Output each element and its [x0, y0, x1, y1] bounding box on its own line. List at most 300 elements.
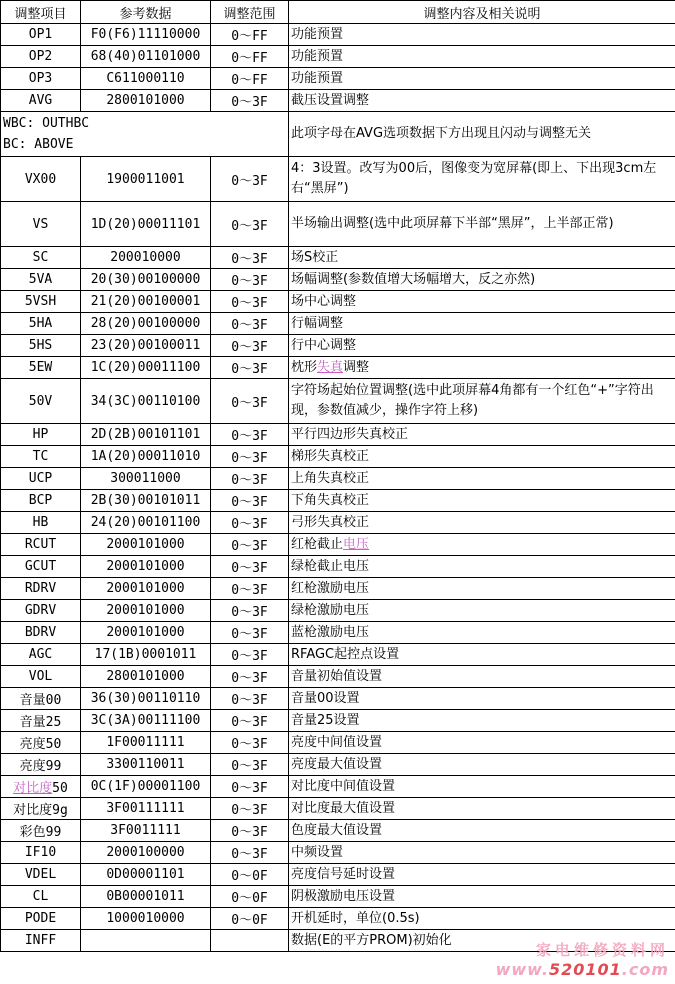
- cell-text: 0～3F: [231, 649, 268, 664]
- cell-text: 截压设置调整: [291, 92, 370, 108]
- range-cell: [211, 247, 289, 269]
- cell-text: INFF: [24, 933, 57, 948]
- item-cell: [1, 313, 81, 335]
- cell-text: 0～0F: [231, 869, 268, 884]
- range-cell: [211, 556, 289, 578]
- cell-text: 200010000: [110, 250, 181, 265]
- table-row: [1, 710, 675, 732]
- cell-text: 绿枪激励电压: [291, 602, 370, 618]
- item-cell: [1, 776, 81, 798]
- item-cell: [1, 247, 81, 269]
- cell-text: 4：3设置。改写为00后，图像变为宽屏幕(即上、下出现3cm左右“黑屏”): [291, 161, 657, 196]
- table-header: [1, 1, 675, 24]
- data-cell: [81, 666, 211, 688]
- cell-text: 0～0F: [231, 913, 268, 928]
- table-row: [1, 908, 675, 930]
- table-row: [1, 313, 675, 335]
- description-cell: [289, 886, 675, 908]
- table-row: [1, 512, 675, 534]
- range-cell: [211, 644, 289, 666]
- data-cell: [81, 490, 211, 512]
- cell-text: 行幅调整: [291, 315, 344, 331]
- data-cell: [81, 157, 211, 202]
- description-cell: [289, 202, 675, 247]
- range-cell: [211, 688, 289, 710]
- cell-text: 0～3F: [231, 318, 268, 333]
- cell-text: 半场输出调整(选中此项屏幕下半部“黑屏”，上半部正常): [291, 216, 614, 231]
- cell-text: 50V: [28, 393, 53, 409]
- table-row: [1, 622, 675, 644]
- range-cell: [211, 379, 289, 424]
- range-cell: [211, 930, 289, 952]
- cell-text: 2D(2B)00101101: [90, 427, 201, 442]
- table-row: [1, 644, 675, 666]
- table-row: [1, 820, 675, 842]
- range-cell: [211, 842, 289, 864]
- item-cell: [1, 24, 81, 46]
- table-row: [1, 600, 675, 622]
- data-cell: [81, 534, 211, 556]
- cell-text: 亮度中间值设置: [291, 734, 383, 750]
- item-cell: [1, 908, 81, 930]
- description-cell: [289, 622, 675, 644]
- merged-item-line: BC: ABOVE: [3, 137, 74, 152]
- range-cell: [211, 291, 289, 313]
- range-cell: [211, 820, 289, 842]
- cell-text: 0～3F: [231, 539, 268, 554]
- cell-text: 0～0F: [231, 891, 268, 906]
- cell-text: 场幅调整(参数值增大场幅增大，反之亦然): [291, 271, 536, 287]
- range-cell: [211, 90, 289, 112]
- cell-text: HP: [32, 427, 49, 442]
- item-cell: [1, 622, 81, 644]
- data-cell: [81, 644, 211, 666]
- data-cell: [81, 688, 211, 710]
- item-cell: [1, 534, 81, 556]
- cell-text: RDRV: [24, 581, 57, 596]
- range-cell: [211, 424, 289, 446]
- table-row: [1, 930, 675, 952]
- range-cell: [211, 512, 289, 534]
- data-cell: [81, 864, 211, 886]
- cell-text: 亮度99: [19, 759, 62, 774]
- cell-text: 0～3F: [231, 429, 268, 444]
- cell-text: RCUT: [24, 537, 57, 552]
- cell-text: 0～3F: [231, 395, 268, 411]
- cell-text: BCP: [28, 493, 53, 508]
- cell-text: 对比度中间值设置: [291, 778, 396, 794]
- data-cell: [81, 68, 211, 90]
- watermark-url: [496, 960, 669, 980]
- cell-text: CL: [32, 889, 49, 904]
- watermark-url-prefix: www.: [495, 959, 549, 979]
- data-cell: [81, 710, 211, 732]
- table-body: [1, 24, 675, 952]
- cell-text: 字符场起始位置调整(选中此项屏幕4角都有一个红色“+”字符出现，参数值减少，操作字符上移): [291, 383, 654, 418]
- cell-text: 0～3F: [231, 218, 268, 234]
- cell-text: 音量00: [19, 693, 62, 708]
- cell-text: 数据(E的平方PROM)初始化: [291, 932, 452, 948]
- description-cell: [289, 666, 675, 688]
- cell-text: 1F00011111: [106, 735, 185, 750]
- cell-text: 5HS: [28, 338, 53, 353]
- range-cell: [211, 313, 289, 335]
- table-row: [1, 202, 675, 247]
- range-cell: [211, 710, 289, 732]
- description-cell: [289, 379, 675, 424]
- description-cell: [289, 335, 675, 357]
- data-cell: [81, 269, 211, 291]
- range-cell: [211, 754, 289, 776]
- cell-text: 50: [52, 781, 68, 796]
- table-row: [1, 754, 675, 776]
- range-cell: [211, 68, 289, 90]
- cell-text: F0(F6)11110000: [90, 27, 201, 42]
- range-cell: [211, 578, 289, 600]
- table-row: [1, 112, 675, 157]
- cell-text: 0～3F: [231, 95, 268, 110]
- item-cell: [1, 600, 81, 622]
- cell-text: 0～3F: [231, 274, 268, 289]
- data-cell: [81, 335, 211, 357]
- cell-text: 0～3F: [231, 847, 268, 862]
- description-cell: [289, 556, 675, 578]
- cell-text: 1C(20)00011100: [90, 360, 201, 375]
- table-row: [1, 68, 675, 90]
- range-cell: [211, 732, 289, 754]
- item-cell: [1, 556, 81, 578]
- cell-text: PODE: [24, 911, 57, 926]
- table-row: [1, 886, 675, 908]
- text-link[interactable]: 失真: [317, 359, 344, 375]
- data-cell: [81, 732, 211, 754]
- data-cell: [81, 886, 211, 908]
- cell-text: SC: [32, 250, 49, 265]
- cell-text: 蓝枪激励电压: [291, 624, 370, 640]
- data-cell: [81, 578, 211, 600]
- cell-text: 0～3F: [231, 671, 268, 686]
- range-cell: [211, 886, 289, 908]
- data-cell: [81, 424, 211, 446]
- cell-text: 0～3F: [231, 825, 268, 840]
- watermark-url-number: 520101: [548, 959, 622, 979]
- item-cell: [1, 202, 81, 247]
- cell-text: 音量25: [19, 715, 62, 730]
- cell-text: UCP: [28, 471, 53, 486]
- cell-text: 此项字母在AVG选项数据下方出现且闪动与调整无关: [291, 126, 592, 141]
- cell-text: AGC: [28, 647, 53, 662]
- range-cell: [211, 335, 289, 357]
- item-cell: [1, 490, 81, 512]
- cell-text: 0～3F: [231, 737, 268, 752]
- item-cell: [1, 820, 81, 842]
- cell-text: 0C(1F)00001100: [90, 779, 201, 794]
- table-row: [1, 424, 675, 446]
- cell-text: 2000101000: [106, 625, 185, 640]
- description-cell: [289, 357, 675, 379]
- cell-text: 功能预置: [291, 70, 344, 86]
- cell-text: 音量00设置: [291, 690, 360, 706]
- item-cell: [1, 291, 81, 313]
- cell-text: 0～3F: [231, 473, 268, 488]
- description-cell: [289, 710, 675, 732]
- cell-text: 3F00111111: [106, 801, 185, 816]
- cell-text: 2800101000: [106, 669, 185, 684]
- cell-text: 0～3F: [231, 627, 268, 642]
- table-row: [1, 776, 675, 798]
- cell-text: 0～3F: [231, 781, 268, 796]
- data-cell: [81, 468, 211, 490]
- description-cell: [289, 424, 675, 446]
- cell-text: 34(3C)00110100: [90, 393, 201, 409]
- cell-text: OP1: [28, 27, 53, 42]
- cell-text: 功能预置: [291, 26, 344, 42]
- range-cell: [211, 269, 289, 291]
- cell-text: OP3: [28, 71, 53, 86]
- description-cell: [289, 468, 675, 490]
- cell-text: 亮度50: [19, 737, 62, 752]
- table-row: [1, 335, 675, 357]
- range-cell: [211, 490, 289, 512]
- data-cell: [81, 24, 211, 46]
- data-cell: [81, 46, 211, 68]
- description-cell: [289, 688, 675, 710]
- data-cell: [81, 291, 211, 313]
- text-link[interactable]: 电压: [343, 536, 370, 552]
- cell-text: 亮度信号延时设置: [291, 866, 396, 882]
- cell-text: 对比度最大值设置: [291, 800, 396, 816]
- cell-text: 0～3F: [231, 693, 268, 708]
- cell-text: 梯形失真校正: [291, 448, 370, 464]
- range-cell: [211, 798, 289, 820]
- item-cell: [1, 798, 81, 820]
- data-cell: [81, 600, 211, 622]
- cell-text: 1D(20)00011101: [90, 216, 201, 232]
- description-cell: [289, 776, 675, 798]
- range-cell: [211, 622, 289, 644]
- cell-text: HB: [32, 515, 49, 530]
- cell-text: BDRV: [24, 625, 57, 640]
- range-cell: [211, 908, 289, 930]
- data-cell: [81, 90, 211, 112]
- cell-text: 2000101000: [106, 537, 185, 552]
- cell-text: 3C(3A)00111100: [90, 713, 201, 728]
- data-cell: [81, 202, 211, 247]
- description-cell: [289, 600, 675, 622]
- cell-text: 亮度最大值设置: [291, 756, 383, 772]
- table-row: [1, 688, 675, 710]
- cell-text: 0～3F: [231, 803, 268, 818]
- item-cell: [1, 644, 81, 666]
- item-cell: [1, 269, 81, 291]
- data-cell: [81, 556, 211, 578]
- cell-text: GCUT: [24, 559, 57, 574]
- text-link[interactable]: 对比度: [13, 781, 53, 796]
- cell-text: 对比度9g: [13, 803, 68, 818]
- cell-text: 0～3F: [231, 583, 268, 598]
- item-cell: [1, 710, 81, 732]
- cell-text: VX00: [24, 171, 57, 187]
- range-cell: [211, 157, 289, 202]
- item-cell: [1, 864, 81, 886]
- item-cell: [1, 468, 81, 490]
- cell-text: 2000101000: [106, 581, 185, 596]
- watermark-url-suffix: .com: [621, 959, 669, 979]
- cell-text: 5HA: [28, 316, 53, 331]
- cell-text: 红枪激励电压: [291, 580, 370, 596]
- cell-text: 0～3F: [231, 362, 268, 377]
- item-cell: [1, 335, 81, 357]
- data-cell: [81, 820, 211, 842]
- cell-text: 色度最大值设置: [291, 822, 383, 838]
- cell-text: 上角失真校正: [291, 470, 370, 486]
- cell-text: 0～3F: [231, 252, 268, 267]
- cell-text: 0～3F: [231, 605, 268, 620]
- table-row: [1, 379, 675, 424]
- cell-text: 21(20)00100001: [90, 294, 201, 309]
- cell-text: 平行四边形失真校正: [291, 426, 409, 442]
- cell-text: 36(30)00110110: [90, 691, 201, 706]
- cell-text: 2000101000: [106, 559, 185, 574]
- col-header-data: 参考数据: [81, 1, 211, 24]
- table-row: [1, 490, 675, 512]
- cell-text: 0～3F: [231, 451, 268, 466]
- cell-text: 0～3F: [231, 759, 268, 774]
- table-row: [1, 798, 675, 820]
- table-row: [1, 269, 675, 291]
- data-cell: [81, 622, 211, 644]
- cell-text: VOL: [28, 669, 53, 684]
- range-cell: [211, 446, 289, 468]
- cell-text: 20(30)00100000: [90, 272, 201, 287]
- description-cell: [289, 820, 675, 842]
- cell-text: 彩色99: [19, 825, 62, 840]
- cell-text: 1900011001: [106, 171, 185, 187]
- cell-text: RFAGC起控点设置: [291, 646, 400, 662]
- cell-text: 0D00001101: [106, 867, 185, 882]
- description-cell: [289, 446, 675, 468]
- cell-text: 2000100000: [106, 845, 185, 860]
- cell-text: 3300110011: [106, 757, 185, 772]
- description-cell: [289, 842, 675, 864]
- description-cell: [289, 157, 675, 202]
- description-cell: [289, 798, 675, 820]
- cell-text: 0～3F: [231, 340, 268, 355]
- header-row: [1, 1, 675, 24]
- description-cell: [289, 930, 675, 952]
- description-cell: [289, 578, 675, 600]
- col-header-range: 调整范围: [211, 1, 289, 24]
- data-cell: [81, 776, 211, 798]
- description-cell: [289, 490, 675, 512]
- cell-text: C611000110: [106, 71, 185, 86]
- cell-text: 24(20)00101100: [90, 515, 201, 530]
- range-cell: [211, 534, 289, 556]
- description-cell: [289, 247, 675, 269]
- description-cell: [289, 864, 675, 886]
- cell-text: 5VSH: [24, 294, 57, 309]
- item-cell: [1, 930, 81, 952]
- cell-text: 红枪截止: [291, 536, 344, 552]
- table-row: [1, 157, 675, 202]
- data-cell: [81, 842, 211, 864]
- item-cell: [1, 732, 81, 754]
- description-cell: [289, 90, 675, 112]
- cell-text: 0～3F: [231, 173, 268, 189]
- col-header-description: 调整内容及相关说明: [289, 1, 675, 24]
- cell-text: 枕形: [291, 359, 318, 375]
- range-cell: [211, 776, 289, 798]
- item-cell: [1, 157, 81, 202]
- cell-text: 17(1B)0001011: [94, 647, 197, 662]
- cell-text: GDRV: [24, 603, 57, 618]
- data-cell: [81, 313, 211, 335]
- description-cell: [289, 644, 675, 666]
- cell-text: 0～3F: [231, 296, 268, 311]
- cell-text: 5VA: [28, 272, 53, 287]
- item-cell: [1, 512, 81, 534]
- cell-text: 开机延时，单位(0.5s): [291, 910, 420, 926]
- cell-text: 1A(20)00011010: [90, 449, 201, 464]
- description-cell: [289, 754, 675, 776]
- description-cell: [289, 112, 675, 157]
- table-row: [1, 732, 675, 754]
- table-row: [1, 864, 675, 886]
- item-cell: [1, 424, 81, 446]
- merged-item-cell: [1, 112, 289, 157]
- cell-text: 0～3F: [231, 561, 268, 576]
- cell-text: 行中心调整: [291, 337, 357, 353]
- cell-text: 功能预置: [291, 48, 344, 64]
- item-cell: [1, 754, 81, 776]
- table-row: [1, 446, 675, 468]
- item-cell: [1, 68, 81, 90]
- table-row: [1, 556, 675, 578]
- data-cell: [81, 446, 211, 468]
- item-cell: [1, 90, 81, 112]
- item-cell: [1, 379, 81, 424]
- cell-text: 中频设置: [291, 844, 344, 860]
- table-row: [1, 468, 675, 490]
- description-cell: [289, 291, 675, 313]
- item-cell: [1, 842, 81, 864]
- merged-item-line: WBC: OUTHBC: [3, 116, 90, 131]
- cell-text: 0～FF: [231, 51, 268, 66]
- table-row: [1, 842, 675, 864]
- cell-text: 3F0011111: [110, 823, 181, 838]
- cell-text: IF10: [24, 845, 57, 860]
- description-cell: [289, 732, 675, 754]
- cell-text: 5EW: [28, 360, 53, 375]
- range-cell: [211, 666, 289, 688]
- range-cell: [211, 468, 289, 490]
- data-cell: [81, 798, 211, 820]
- cell-text: 23(20)00100011: [90, 338, 201, 353]
- data-cell: [81, 247, 211, 269]
- cell-text: 28(20)00100000: [90, 316, 201, 331]
- range-cell: [211, 24, 289, 46]
- item-cell: [1, 578, 81, 600]
- item-cell: [1, 357, 81, 379]
- cell-text: 弓形失真校正: [291, 514, 370, 530]
- data-cell: [81, 754, 211, 776]
- cell-text: VDEL: [24, 867, 57, 882]
- cell-text: 场中心调整: [291, 293, 357, 309]
- item-cell: [1, 666, 81, 688]
- description-cell: [289, 68, 675, 90]
- cell-text: 0B00001011: [106, 889, 185, 904]
- table-row: [1, 46, 675, 68]
